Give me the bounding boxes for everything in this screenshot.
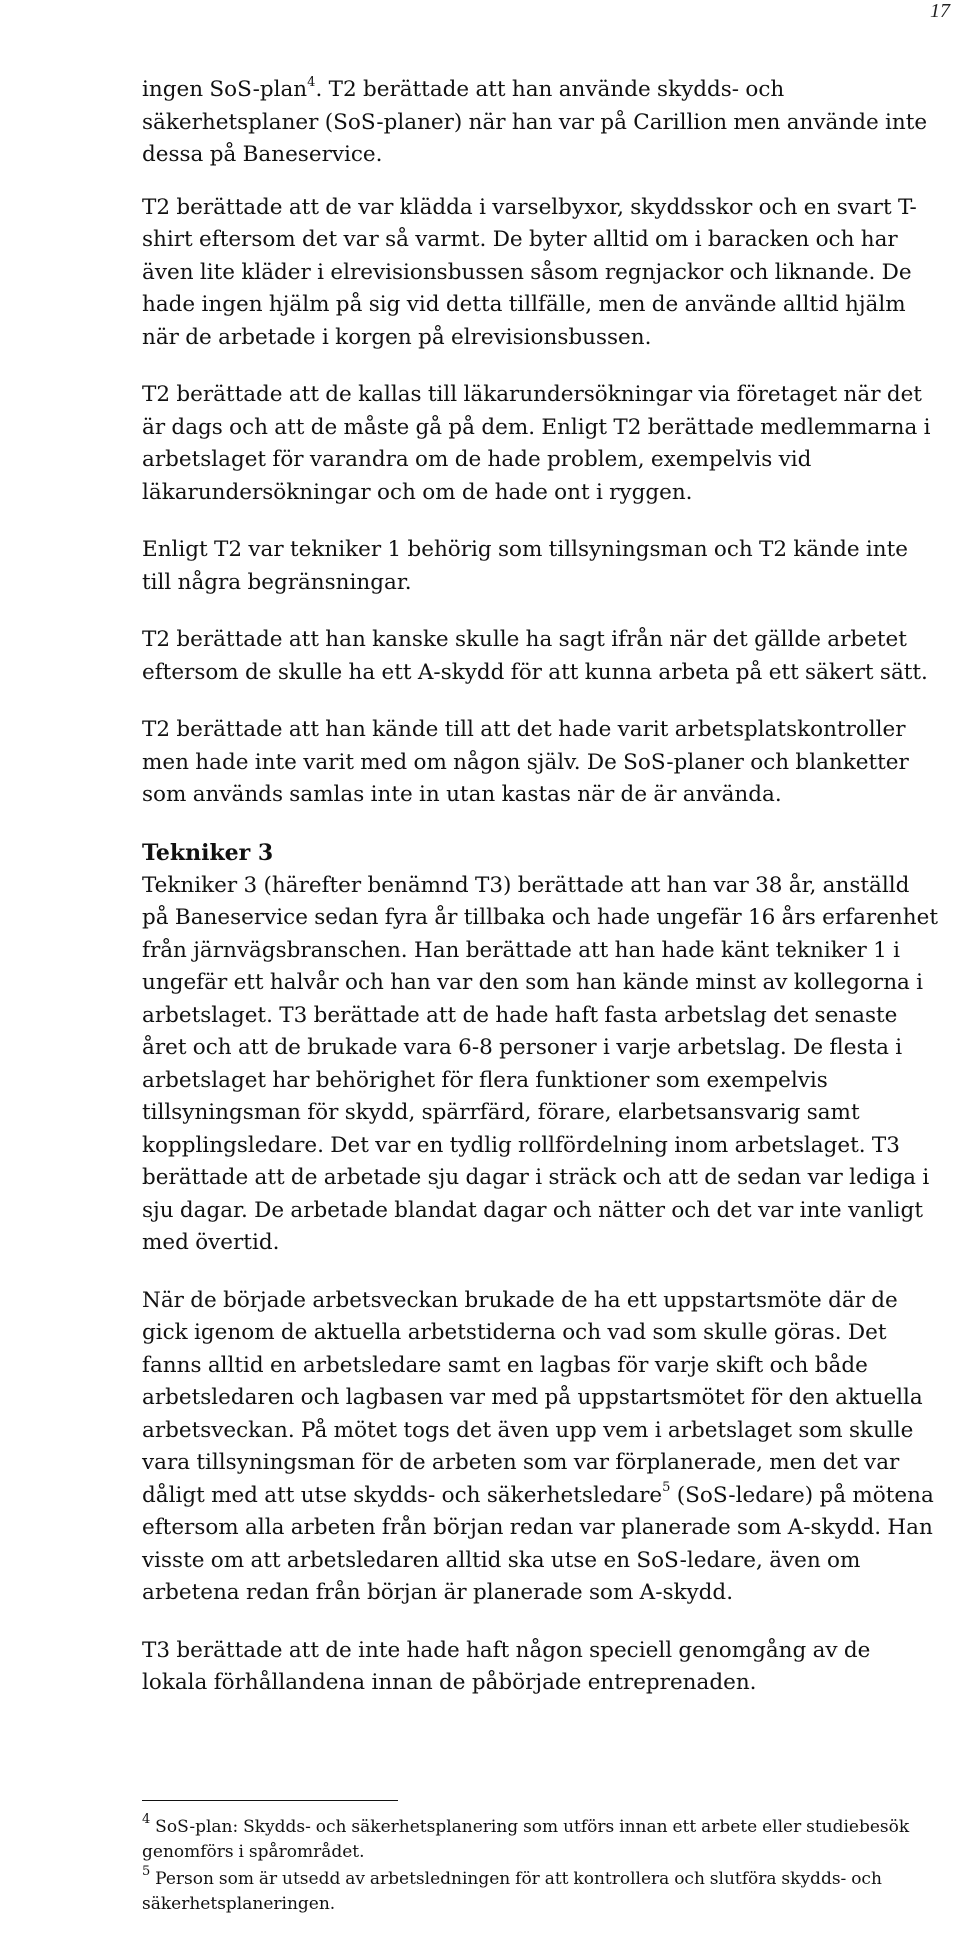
section-heading: Tekniker 3 xyxy=(142,839,274,866)
footnote-divider xyxy=(142,1800,398,1801)
paragraph-1 xyxy=(142,74,942,172)
paragraph-4: Enligt T2 var tekniker 1 behörig som tillsyningsman och T2 kände inte till några begränsningar. xyxy=(142,537,909,595)
paragraph-1-text-b: . T2 berättade att han använde skydds- och säkerhetsplaner (SoS-planer) när han var på Carillion men använde inte dessa på Baneservice. xyxy=(142,77,928,167)
footnote-text: SoS-plan: Skydds- och säkerhetsplanering som utförs innan ett arbete eller studiebesök genomförs i spårområdet. xyxy=(142,1817,910,1862)
footnotes xyxy=(142,1800,942,1919)
paragraph-1-text-a: ingen SoS-plan xyxy=(142,77,308,102)
footnote-number: 5 xyxy=(142,1864,151,1880)
section-paragraph-2-text-a: När de började arbetsveckan brukade de ha ett uppstartsmöte där de gick igenom de aktuella arbetstiderna och vad som skulle göras. Det fanns alltid en arbetsledare samt en lagbas för varje skift och både arbetsledaren och lagbasen var med på uppstartsmötet för den aktuella arbetsveckan. På mötet togs det även upp vem i arbetslaget som skulle vara tillsyningsman för de arbeten som var förplanerade, men det var dåligt med att utse skydds- och säkerhetsledare xyxy=(142,1287,923,1508)
footnote-5 xyxy=(142,1864,942,1917)
footnote-text: Person som är utsedd av arbetsledningen för att kontrollera och slutföra skydds- och säkerhetsplaneringen. xyxy=(142,1869,882,1914)
footnote-number: 4 xyxy=(142,1812,151,1828)
section-paragraph-1: Tekniker 3 (härefter benämnd T3) berättade att han var 38 år, anställd på Baneservice sedan fyra år tillbaka och hade ungefär 16 års erfarenhet från järnvägsbranschen. Han berättade att han hade känt tekniker 1 i ungefär ett halvår och han var den som han kände minst av kollegorna i arbetslaget. T3 berättade att de hade haft fasta arbetslag det senaste året och att de brukade vara 6-8 personer i varje arbetslag. De flesta i arbetslaget har behörighet för flera funktioner som exempelvis tillsyningsman för skydd, spärrfärd, förare, elarbetsansvarig samt kopplingsledare. Det var en tydlig rollfördelning inom arbetslaget. T3 berättade att de arbetade sju dagar i sträck och att de sedan var lediga i sju dagar. De arbetade blandat dagar och nätter och det var inte vanligt med övertid. xyxy=(142,872,938,1255)
section-paragraph-2 xyxy=(142,1285,942,1610)
section-paragraph-2-text-b: (SoS-ledare) på mötena eftersom alla arbeten från början redan var planerade som A-skydd. Han visste om att arbetsledaren alltid ska utse en SoS-ledare, även om arbetena redan från början är planerade som A-skydd. xyxy=(142,1482,934,1605)
paragraph-2: T2 berättade att de var klädda i varselbyxor, skyddsskor och en svart T-shirt eftersom det var så varmt. De byter alltid om i baracken och har även lite kläder i elrevisionsbussen såsom regnjackor och liknande. De hade ingen hjälm på sig vid detta tillfälle, men de använde alltid hjälm när de arbetade i korgen på elrevisionsbussen. xyxy=(142,194,917,350)
body-text xyxy=(142,74,942,1725)
paragraph-6: T2 berättade att han kände till att det hade varit arbetsplatskontroller men hade inte varit med om någon själv. De SoS-planer och blanketter som används samlas inte in utan kastas när de är använda. xyxy=(142,717,909,807)
section-paragraph-3: T3 berättade att de inte hade haft någon speciell genomgång av de lokala förhållandena innan de påbörjade entreprenaden. xyxy=(142,1637,871,1695)
paragraph-5: T2 berättade att han kanske skulle ha sagt ifrån när det gällde arbetet eftersom de skulle ha ett A-skydd för att kunna arbeta på ett säkert sätt. xyxy=(142,627,928,685)
footnote-ref-4: 4 xyxy=(307,74,316,90)
footnote-ref-5: 5 xyxy=(662,1480,671,1496)
page-number: 17 xyxy=(930,0,950,22)
paragraph-3: T2 berättade att de kallas till läkarundersökningar via företaget när det är dags och att de måste gå på dem. Enligt T2 berättade medlemmarna i arbetslaget för varandra om de hade problem, exempelvis vid läkarundersökningar och om de hade ont i ryggen. xyxy=(142,382,931,505)
footnote-4 xyxy=(142,1812,942,1865)
